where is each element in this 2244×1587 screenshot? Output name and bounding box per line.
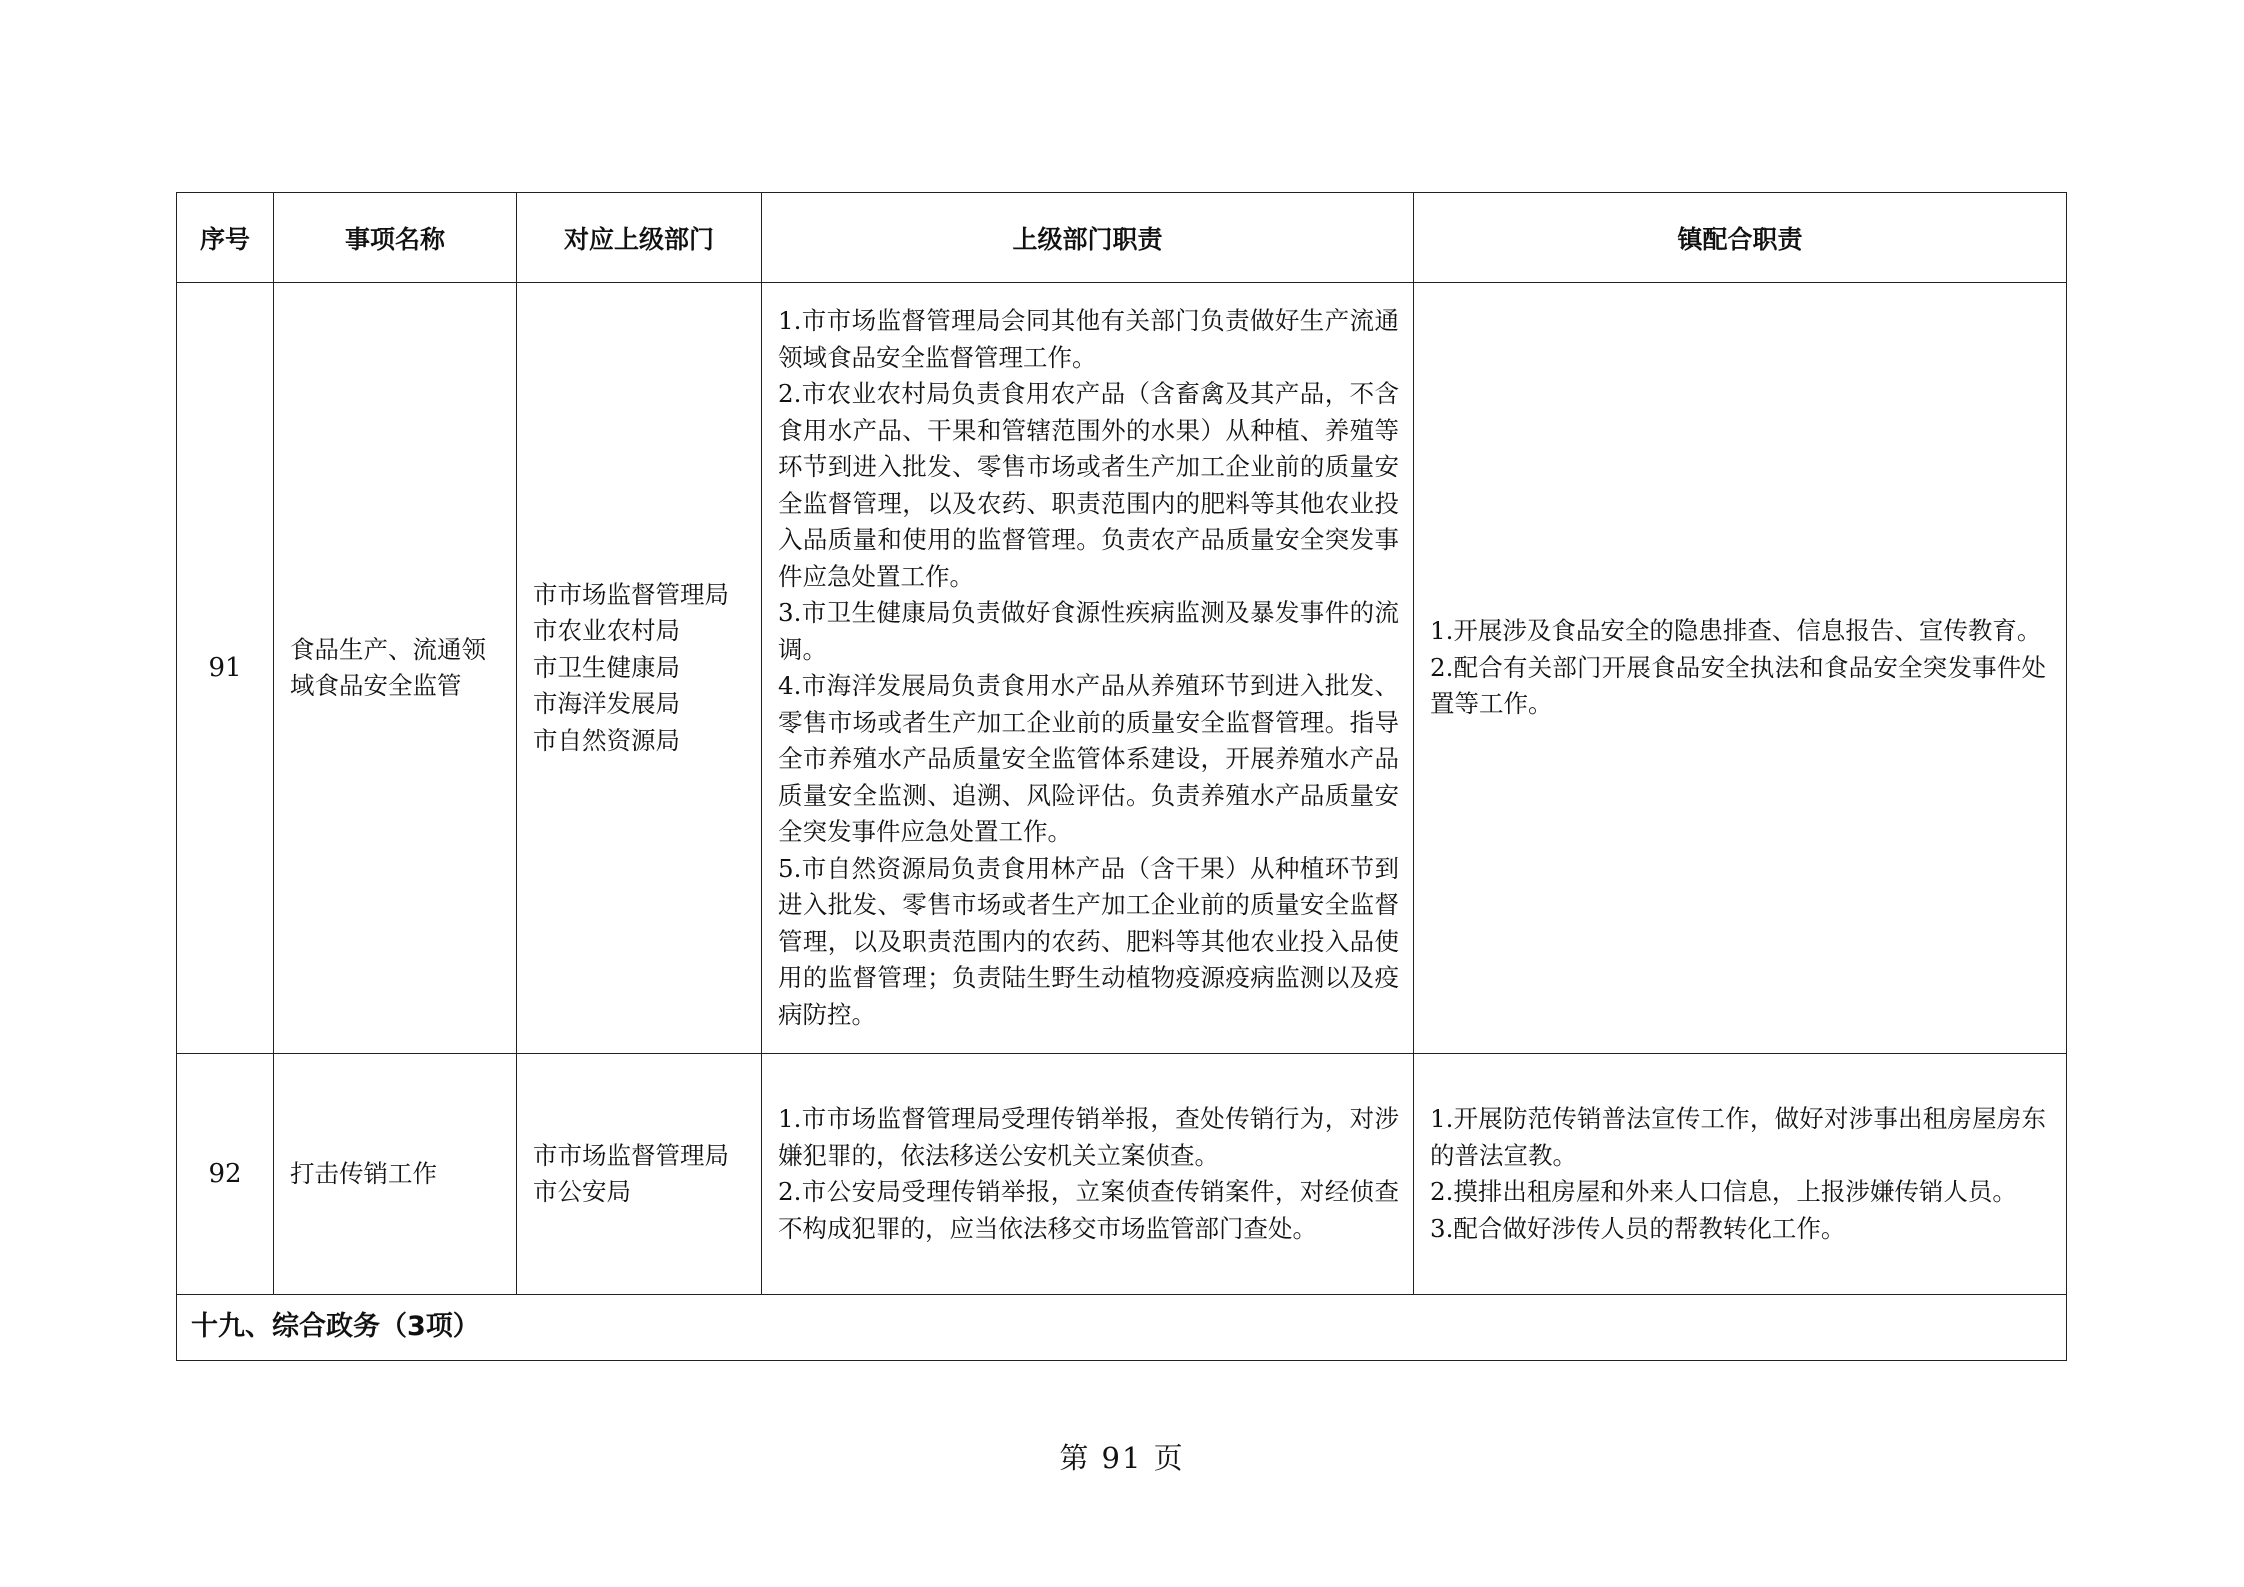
department-list (517, 283, 762, 1054)
upper-duty-item: 2.市公安局受理传销举报，立案侦查传销案件，对经侦查不构成犯罪的，应当依法移交市场监管部门查处。 (778, 1177, 1399, 1243)
upper-duty-item: 1.市市场监督管理局会同其他有关部门负责做好生产流通领域食品安全监督管理工作。 (778, 306, 1399, 372)
table-row (177, 283, 2067, 1054)
town-duties (1414, 283, 2067, 1054)
upper-duty-item: 5.市自然资源局负责食用林产品（含干果）从种植环节到进入批发、零售市场或者生产加工企业前的质量安全监督管理，以及职责范围内的农药、肥料等其他农业投入品使用的监督管理；负责陆生野生动植物疫源疫病监测以及疫病防控。 (778, 853, 1399, 1029)
item-name: 食品生产、流通领域食品安全监管 (274, 283, 517, 1054)
section-heading: 十九、综合政务（3项） (177, 1295, 2067, 1361)
table-header-row (177, 193, 2067, 283)
table-row (177, 1054, 2067, 1295)
town-duty-item: 2.配合有关部门开展食品安全执法和食品安全突发事件处置等工作。 (1430, 652, 2046, 719)
header-upper-duties: 上级部门职责 (762, 193, 1414, 283)
town-duty-item: 3.配合做好涉传人员的帮教转化工作。 (1430, 1213, 1846, 1243)
section-heading-row (177, 1295, 2067, 1361)
town-duty-item: 1.开展防范传销普法宣传工作，做好对涉事出租房屋房东的普法宣教。 (1430, 1104, 2046, 1170)
upper-duty-item: 1.市市场监督管理局受理传销举报，查处传销行为，对涉嫌犯罪的，依法移送公安机关立案侦查。 (778, 1104, 1399, 1170)
department-item: 市市场监督管理局 (533, 1140, 729, 1170)
row-number: 91 (177, 283, 274, 1054)
town-duties (1414, 1054, 2067, 1295)
header-town-duties: 镇配合职责 (1414, 193, 2067, 283)
header-item-name: 事项名称 (274, 193, 517, 283)
row-number: 92 (177, 1054, 274, 1295)
department-list (517, 1054, 762, 1295)
town-duty-item: 2.摸排出租房屋和外来人口信息，上报涉嫌传销人员。 (1430, 1177, 2017, 1206)
item-name: 打击传销工作 (274, 1054, 517, 1295)
department-item: 市海洋发展局 (533, 689, 680, 719)
department-item: 市自然资源局 (533, 725, 680, 755)
duty-table (176, 192, 2067, 1361)
header-upper-department: 对应上级部门 (517, 193, 762, 283)
page-number: 第 91 页 (1059, 1441, 1185, 1475)
department-item: 市公安局 (533, 1177, 631, 1206)
town-duty-item: 1.开展涉及食品安全的隐患排查、信息报告、宣传教育。 (1430, 616, 2042, 646)
upper-duty-item: 4.市海洋发展局负责食用水产品从养殖环节到进入批发、零售市场或者生产加工企业前的质量安全监督管理。指导全市养殖水产品质量安全监管体系建设，开展养殖水产品质量安全监测、追溯、风险评估。负责养殖水产品质量安全突发事件应急处置工作。 (778, 671, 1399, 846)
department-item: 市卫生健康局 (533, 652, 680, 682)
upper-duties (762, 283, 1414, 1054)
header-no: 序号 (177, 193, 274, 283)
department-item: 市农业农村局 (533, 616, 680, 646)
department-item: 市市场监督管理局 (533, 579, 729, 609)
upper-duties (762, 1054, 1414, 1295)
upper-duty-item: 2.市农业农村局负责食用农产品（含畜禽及其产品，不含食用水产品、干果和管辖范围外的水果）从种植、养殖等环节到进入批发、零售市场或者生产加工企业前的质量安全监督管理，以及农药、职责范围内的肥料等其他农业投入品质量和使用的监督管理。负责农产品质量安全突发事件应急处置工作。 (778, 379, 1399, 591)
upper-duty-item: 3.市卫生健康局负责做好食源性疾病监测及暴发事件的流调。 (778, 598, 1399, 664)
